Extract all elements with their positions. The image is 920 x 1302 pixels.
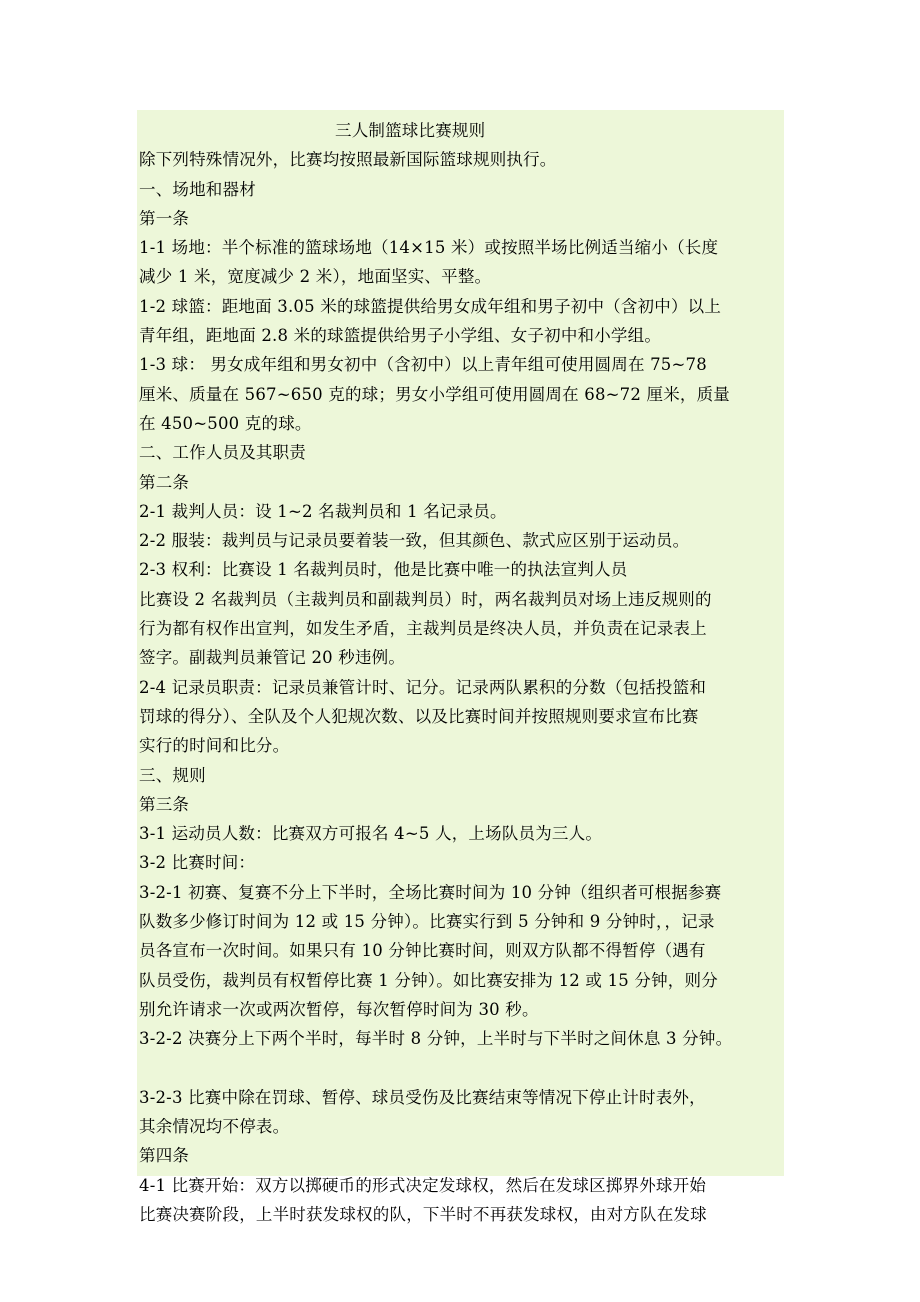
- text-line: 行为都有权作出宣判，如发生矛盾，主裁判员是终决人员，并负责在记录表上: [139, 619, 707, 639]
- text-line: 减少 1 米，宽度减少 2 米），地面坚实、平整。: [139, 267, 492, 287]
- text-line: 2-4 记录员职责：记录员兼管计时、记分。记录两队累积的分数（包括投篮和: [139, 677, 707, 697]
- text-line: 3-2-2 决赛分上下两个半时，每半时 8 分钟，上半时与下半时之间休息 3 分钟。: [139, 1029, 733, 1049]
- article-heading: 第四条: [139, 1146, 190, 1166]
- text-line: 在 450~500 克的球。: [139, 413, 312, 433]
- text-line: 3-2-3 比赛中除在罚球、暂停、球员受伤及比赛结束等情况下停止计时表外，: [139, 1087, 706, 1107]
- text-line: 罚球的得分）、全队及个人犯规次数、以及比赛时间并按照规则要求宣布比赛: [139, 706, 699, 726]
- document-title: 三人制篮球比赛规则: [335, 121, 486, 140]
- text-line: 队员受伤，裁判员有权暂停比赛 1 分钟）。如比赛安排为 12 或 15 分钟，则分: [139, 970, 718, 990]
- text-line: 其余情况均不停表。: [139, 1117, 290, 1137]
- text-line: 3-2-1 初赛、复赛不分上下半时，全场比赛时间为 10 分钟（组织者可根据参赛: [139, 882, 722, 902]
- text-line: 1-3 球： 男女成年组和男女初中（含初中）以上青年组可使用圆周在 75~78: [139, 355, 707, 375]
- text-line: 比赛决赛阶段，上半时获发球权的队，下半时不再获发球权，由对方队在发球: [139, 1204, 707, 1224]
- text-line: 1-2 球篮：距地面 3.05 米的球篮提供给男女成年组和男子初中（含初中）以上: [139, 296, 722, 316]
- section-heading: 三、规则: [139, 765, 206, 785]
- text-line: 2-2 服装：裁判员与记录员要着装一致，但其颜色、款式应区别于运动员。: [139, 531, 690, 551]
- text-line: 比赛设 2 名裁判员（主裁判员和副裁判员）时，两名裁判员对场上违反规则的: [139, 589, 712, 609]
- text-line: 3-2 比赛时间：: [139, 853, 256, 873]
- text-line: 签字。副裁判员兼管记 20 秒违例。: [139, 648, 406, 668]
- article-heading: 第二条: [139, 472, 190, 492]
- text-line: 2-3 权利：比赛设 1 名裁判员时，他是比赛中唯一的执法宣判人员: [139, 560, 628, 580]
- text-line: 4-1 比赛开始：双方以掷硬币的形式决定发球权，然后在发球区掷界外球开始: [139, 1175, 707, 1195]
- text-line: 除下列特殊情况外，比赛均按照最新国际篮球规则执行。: [139, 150, 557, 170]
- text-line: 3-1 运动员人数：比赛双方可报名 4~5 人，上场队员为三人。: [139, 824, 603, 844]
- section-heading: 一、场地和器材: [139, 179, 256, 199]
- text-line: 厘米、质量在 567~650 克的球；男女小学组可使用圆周在 68~72 厘米，质量: [139, 384, 731, 404]
- document-text-block: [137, 110, 784, 1224]
- text-line: 别允许请求一次或两次暂停，每次暂停时间为 30 秒。: [139, 999, 539, 1019]
- text-line: 1-1 场地：半个标准的篮球场地（14×15 米）或按照半场比例适当缩小（长度: [139, 238, 719, 258]
- text-line: 员各宣布一次时间。如果只有 10 分钟比赛时间，则双方队都不得暂停（遇有: [139, 941, 706, 961]
- text-line: 队数多少修订时间为 12 或 15 分钟）。比赛实行到 5 分钟和 9 分钟时，，记录: [139, 912, 715, 932]
- text-line: 实行的时间和比分。: [139, 736, 290, 756]
- text-line: 青年组，距地面 2.8 米的球篮提供给男子小学组、女子初中和小学组。: [139, 326, 662, 346]
- section-heading: 二、工作人员及其职责: [139, 443, 306, 463]
- text-line: 2-1 裁判人员：设 1~2 名裁判员和 1 名记录员。: [139, 501, 507, 521]
- article-heading: 第一条: [139, 208, 190, 228]
- article-heading: 第三条: [139, 794, 190, 814]
- blank-line: [139, 1054, 784, 1083]
